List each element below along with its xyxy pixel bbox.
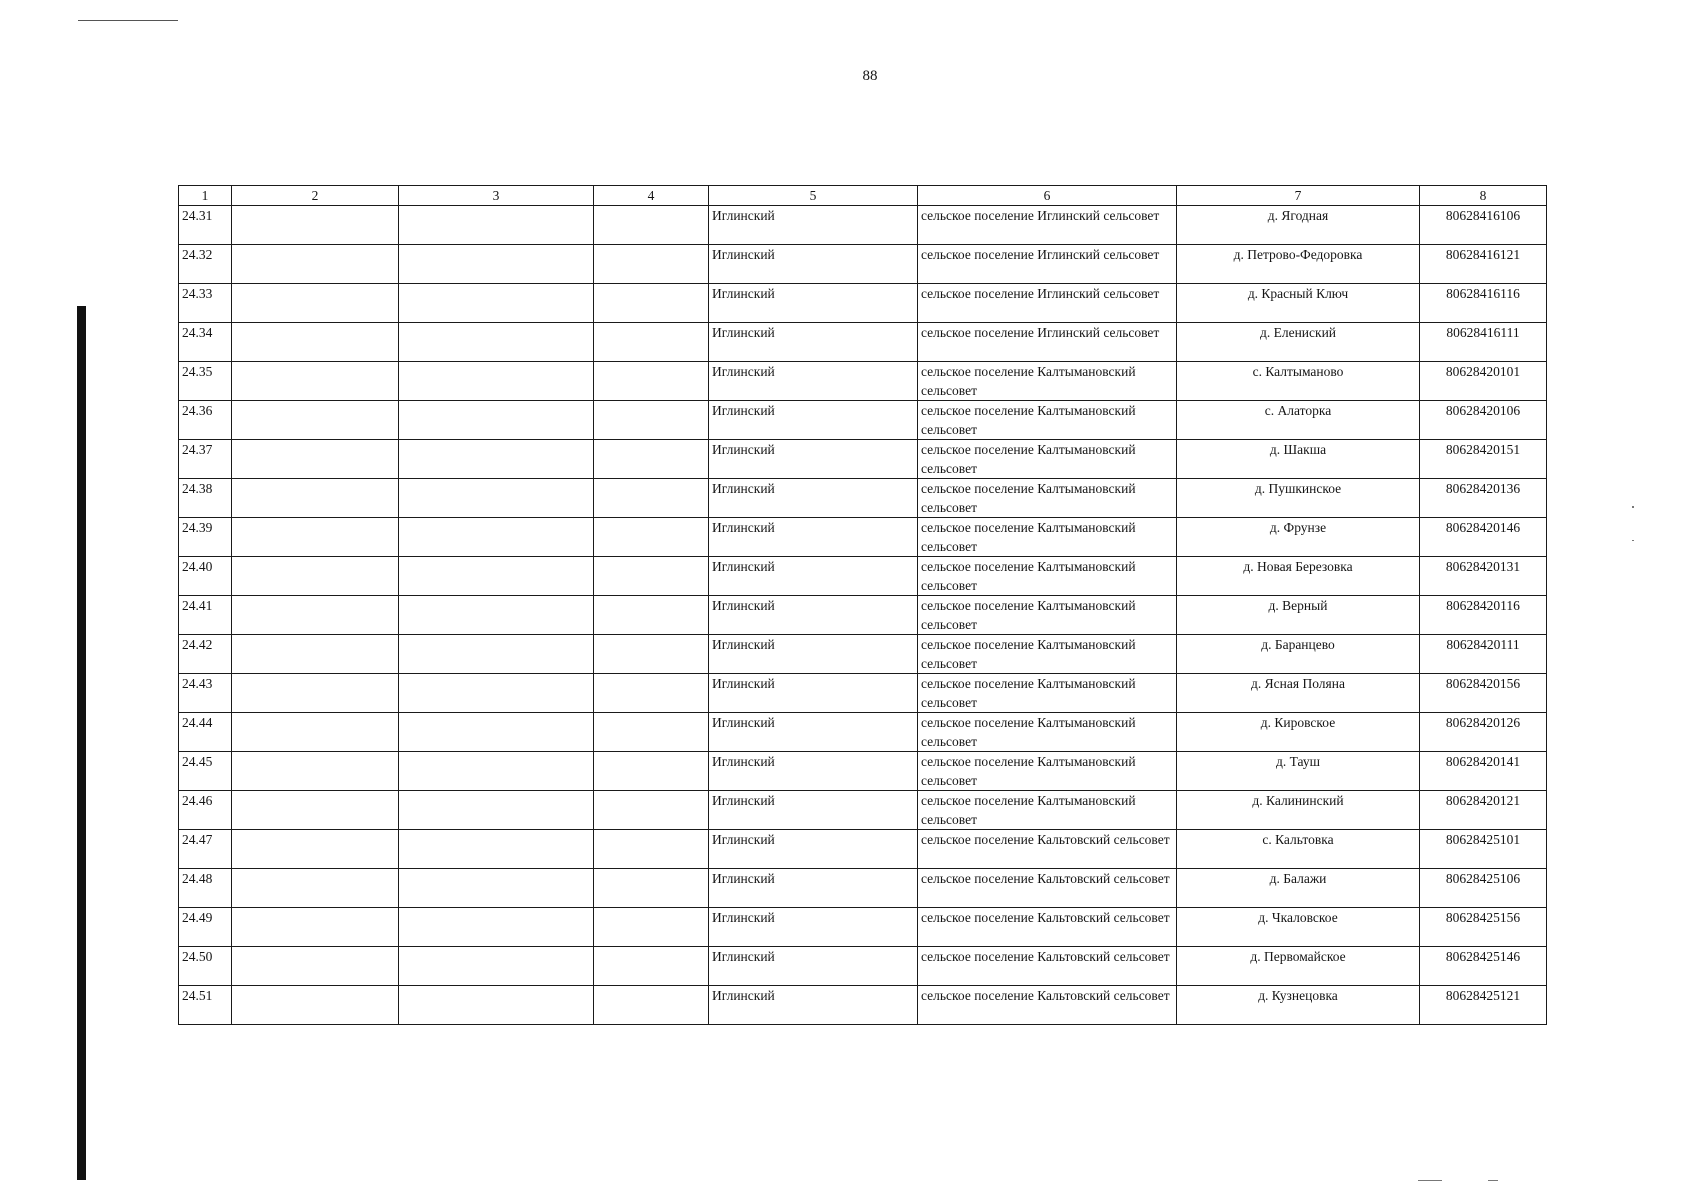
empty-cell <box>399 947 594 986</box>
district-cell: Иглинский <box>709 830 918 869</box>
locality-cell: д. Чкаловское <box>1177 908 1420 947</box>
locality-cell: д. Петрово-Федоровка <box>1177 245 1420 284</box>
locality-cell: д. Шакша <box>1177 440 1420 479</box>
oktmo-code-cell: 80628416106 <box>1420 206 1547 245</box>
settlement-cell: сельское поселение Калтымановский сельсовет <box>918 713 1177 752</box>
empty-cell <box>232 323 399 362</box>
row-number-cell: 24.42 <box>179 635 232 674</box>
scan-speck <box>1418 1180 1442 1181</box>
oktmo-code-cell: 80628425121 <box>1420 986 1547 1025</box>
empty-cell <box>232 284 399 323</box>
locality-cell: д. Красный Ключ <box>1177 284 1420 323</box>
empty-cell <box>594 674 709 713</box>
empty-cell <box>399 518 594 557</box>
oktmo-code-cell: 80628416111 <box>1420 323 1547 362</box>
empty-cell <box>594 752 709 791</box>
table-row <box>179 713 1547 752</box>
locality-cell: д. Кузнецовка <box>1177 986 1420 1025</box>
column-number: 3 <box>399 186 594 206</box>
settlement-cell: сельское поселение Иглинский сельсовет <box>918 284 1177 323</box>
settlement-cell: сельское поселение Калтымановский сельсовет <box>918 401 1177 440</box>
oktmo-code-cell: 80628420141 <box>1420 752 1547 791</box>
settlement-cell: сельское поселение Кальтовский сельсовет <box>918 869 1177 908</box>
locality-cell: д. Елениский <box>1177 323 1420 362</box>
oktmo-code-cell: 80628420146 <box>1420 518 1547 557</box>
empty-cell <box>594 557 709 596</box>
table-row <box>179 947 1547 986</box>
locality-cell: д. Баранцево <box>1177 635 1420 674</box>
scan-speck <box>1488 1180 1498 1181</box>
table-row <box>179 986 1547 1025</box>
empty-cell <box>594 284 709 323</box>
settlement-cell: сельское поселение Калтымановский сельсовет <box>918 479 1177 518</box>
district-cell: Иглинский <box>709 596 918 635</box>
empty-cell <box>594 635 709 674</box>
locality-cell: д. Ясная Поляна <box>1177 674 1420 713</box>
empty-cell <box>399 752 594 791</box>
empty-cell <box>232 947 399 986</box>
empty-cell <box>232 830 399 869</box>
oktmo-code-cell: 80628420136 <box>1420 479 1547 518</box>
table-row <box>179 752 1547 791</box>
oktmo-code-cell: 80628420106 <box>1420 401 1547 440</box>
district-cell: Иглинский <box>709 362 918 401</box>
settlement-cell: сельское поселение Кальтовский сельсовет <box>918 830 1177 869</box>
district-cell: Иглинский <box>709 479 918 518</box>
left-margin-scan-bar <box>77 306 86 1180</box>
settlement-cell: сельское поселение Иглинский сельсовет <box>918 323 1177 362</box>
column-number: 1 <box>179 186 232 206</box>
district-cell: Иглинский <box>709 284 918 323</box>
table-row <box>179 518 1547 557</box>
empty-cell <box>232 479 399 518</box>
column-number: 5 <box>709 186 918 206</box>
row-number-cell: 24.39 <box>179 518 232 557</box>
row-number-cell: 24.37 <box>179 440 232 479</box>
empty-cell <box>232 869 399 908</box>
top-scan-rule <box>78 20 178 21</box>
row-number-cell: 24.48 <box>179 869 232 908</box>
empty-cell <box>232 206 399 245</box>
row-number-cell: 24.43 <box>179 674 232 713</box>
settlement-cell: сельское поселение Кальтовский сельсовет <box>918 986 1177 1025</box>
oktmo-code-cell: 80628420121 <box>1420 791 1547 830</box>
table-row <box>179 479 1547 518</box>
table-row <box>179 362 1547 401</box>
column-number: 8 <box>1420 186 1547 206</box>
empty-cell <box>232 440 399 479</box>
district-cell: Иглинский <box>709 752 918 791</box>
empty-cell <box>594 440 709 479</box>
empty-cell <box>594 362 709 401</box>
table-row <box>179 791 1547 830</box>
settlement-cell: сельское поселение Кальтовский сельсовет <box>918 947 1177 986</box>
table-row <box>179 908 1547 947</box>
empty-cell <box>594 596 709 635</box>
locality-cell: д. Верный <box>1177 596 1420 635</box>
table-row <box>179 440 1547 479</box>
row-number-cell: 24.45 <box>179 752 232 791</box>
empty-cell <box>594 401 709 440</box>
locality-cell: д. Балажи <box>1177 869 1420 908</box>
settlement-cell: сельское поселение Калтымановский сельсовет <box>918 362 1177 401</box>
oktmo-code-cell: 80628425156 <box>1420 908 1547 947</box>
oktmo-code-cell: 80628420126 <box>1420 713 1547 752</box>
locality-cell: д. Ягодная <box>1177 206 1420 245</box>
empty-cell <box>594 206 709 245</box>
empty-cell <box>232 401 399 440</box>
district-cell: Иглинский <box>709 245 918 284</box>
row-number-cell: 24.41 <box>179 596 232 635</box>
empty-cell <box>232 362 399 401</box>
empty-cell <box>232 245 399 284</box>
empty-cell <box>399 284 594 323</box>
row-number-cell: 24.34 <box>179 323 232 362</box>
row-number-cell: 24.47 <box>179 830 232 869</box>
row-number-cell: 24.49 <box>179 908 232 947</box>
locality-cell: с. Кальтовка <box>1177 830 1420 869</box>
district-cell: Иглинский <box>709 401 918 440</box>
empty-cell <box>399 206 594 245</box>
row-number-cell: 24.40 <box>179 557 232 596</box>
empty-cell <box>594 947 709 986</box>
column-number-row <box>179 186 1547 206</box>
settlement-cell: сельское поселение Кальтовский сельсовет <box>918 908 1177 947</box>
district-cell: Иглинский <box>709 908 918 947</box>
locality-cell: д. Кировское <box>1177 713 1420 752</box>
settlement-cell: сельское поселение Калтымановский сельсовет <box>918 596 1177 635</box>
row-number-cell: 24.31 <box>179 206 232 245</box>
row-number-cell: 24.38 <box>179 479 232 518</box>
locality-cell: д. Новая Березовка <box>1177 557 1420 596</box>
column-number: 6 <box>918 186 1177 206</box>
empty-cell <box>399 479 594 518</box>
row-number-cell: 24.35 <box>179 362 232 401</box>
row-number-cell: 24.32 <box>179 245 232 284</box>
empty-cell <box>594 479 709 518</box>
empty-cell <box>232 674 399 713</box>
locality-cell: д. Тауш <box>1177 752 1420 791</box>
column-number: 2 <box>232 186 399 206</box>
district-cell: Иглинский <box>709 518 918 557</box>
empty-cell <box>594 323 709 362</box>
locality-cell: с. Алаторка <box>1177 401 1420 440</box>
empty-cell <box>399 674 594 713</box>
empty-cell <box>594 986 709 1025</box>
oktmo-code-cell: 80628425101 <box>1420 830 1547 869</box>
table-row <box>179 635 1547 674</box>
empty-cell <box>594 791 709 830</box>
settlement-cell: сельское поселение Иглинский сельсовет <box>918 206 1177 245</box>
empty-cell <box>232 752 399 791</box>
district-cell: Иглинский <box>709 869 918 908</box>
page-number: 88 <box>862 68 878 84</box>
row-number-cell: 24.36 <box>179 401 232 440</box>
locality-cell: д. Первомайское <box>1177 947 1420 986</box>
empty-cell <box>232 713 399 752</box>
settlement-cell: сельское поселение Калтымановский сельсовет <box>918 791 1177 830</box>
row-number-cell: 24.46 <box>179 791 232 830</box>
row-number-cell: 24.50 <box>179 947 232 986</box>
oktmo-code-cell: 80628420156 <box>1420 674 1547 713</box>
oktmo-code-cell: 80628416121 <box>1420 245 1547 284</box>
empty-cell <box>594 245 709 284</box>
settlement-cell: сельское поселение Калтымановский сельсовет <box>918 752 1177 791</box>
settlement-cell: сельское поселение Иглинский сельсовет <box>918 245 1177 284</box>
district-cell: Иглинский <box>709 206 918 245</box>
empty-cell <box>399 401 594 440</box>
locality-cell: д. Фрунзе <box>1177 518 1420 557</box>
table-row <box>179 596 1547 635</box>
locality-cell: д. Калининский <box>1177 791 1420 830</box>
empty-cell <box>232 557 399 596</box>
oktmo-code-cell: 80628425146 <box>1420 947 1547 986</box>
empty-cell <box>399 596 594 635</box>
table-row <box>179 284 1547 323</box>
empty-cell <box>399 908 594 947</box>
district-cell: Иглинский <box>709 791 918 830</box>
oktmo-code-cell: 80628425106 <box>1420 869 1547 908</box>
settlement-cell: сельское поселение Калтымановский сельсовет <box>918 440 1177 479</box>
table-row <box>179 557 1547 596</box>
empty-cell <box>594 869 709 908</box>
empty-cell <box>399 323 594 362</box>
empty-cell <box>399 869 594 908</box>
table-row <box>179 323 1547 362</box>
empty-cell <box>594 713 709 752</box>
row-number-cell: 24.33 <box>179 284 232 323</box>
scan-speck <box>1632 540 1634 541</box>
empty-cell <box>594 908 709 947</box>
locality-cell: с. Калтыманово <box>1177 362 1420 401</box>
empty-cell <box>399 245 594 284</box>
settlement-cell: сельское поселение Калтымановский сельсовет <box>918 557 1177 596</box>
district-cell: Иглинский <box>709 713 918 752</box>
row-number-cell: 24.44 <box>179 713 232 752</box>
district-cell: Иглинский <box>709 635 918 674</box>
column-number: 7 <box>1177 186 1420 206</box>
column-number: 4 <box>594 186 709 206</box>
settlement-cell: сельское поселение Калтымановский сельсовет <box>918 674 1177 713</box>
oktmo-code-cell: 80628420151 <box>1420 440 1547 479</box>
document-table <box>178 185 1547 1025</box>
table-row <box>179 674 1547 713</box>
empty-cell <box>399 791 594 830</box>
table-row <box>179 830 1547 869</box>
empty-cell <box>594 518 709 557</box>
empty-cell <box>399 713 594 752</box>
empty-cell <box>399 440 594 479</box>
district-cell: Иглинский <box>709 557 918 596</box>
oktmo-code-cell: 80628420101 <box>1420 362 1547 401</box>
empty-cell <box>399 635 594 674</box>
table-row <box>179 401 1547 440</box>
settlement-cell: сельское поселение Калтымановский сельсовет <box>918 635 1177 674</box>
table-row <box>179 206 1547 245</box>
table-row <box>179 869 1547 908</box>
empty-cell <box>232 908 399 947</box>
empty-cell <box>232 791 399 830</box>
settlement-cell: сельское поселение Калтымановский сельсовет <box>918 518 1177 557</box>
empty-cell <box>594 830 709 869</box>
district-cell: Иглинский <box>709 323 918 362</box>
oktmo-code-cell: 80628420131 <box>1420 557 1547 596</box>
empty-cell <box>232 635 399 674</box>
oktmo-code-cell: 80628420111 <box>1420 635 1547 674</box>
empty-cell <box>232 986 399 1025</box>
locality-cell: д. Пушкинское <box>1177 479 1420 518</box>
empty-cell <box>399 830 594 869</box>
district-cell: Иглинский <box>709 947 918 986</box>
district-cell: Иглинский <box>709 986 918 1025</box>
oktmo-code-cell: 80628416116 <box>1420 284 1547 323</box>
empty-cell <box>232 518 399 557</box>
district-cell: Иглинский <box>709 674 918 713</box>
empty-cell <box>232 596 399 635</box>
empty-cell <box>399 986 594 1025</box>
empty-cell <box>399 362 594 401</box>
scan-speck <box>1632 506 1634 508</box>
row-number-cell: 24.51 <box>179 986 232 1025</box>
table-row <box>179 245 1547 284</box>
oktmo-code-cell: 80628420116 <box>1420 596 1547 635</box>
empty-cell <box>399 557 594 596</box>
district-cell: Иглинский <box>709 440 918 479</box>
